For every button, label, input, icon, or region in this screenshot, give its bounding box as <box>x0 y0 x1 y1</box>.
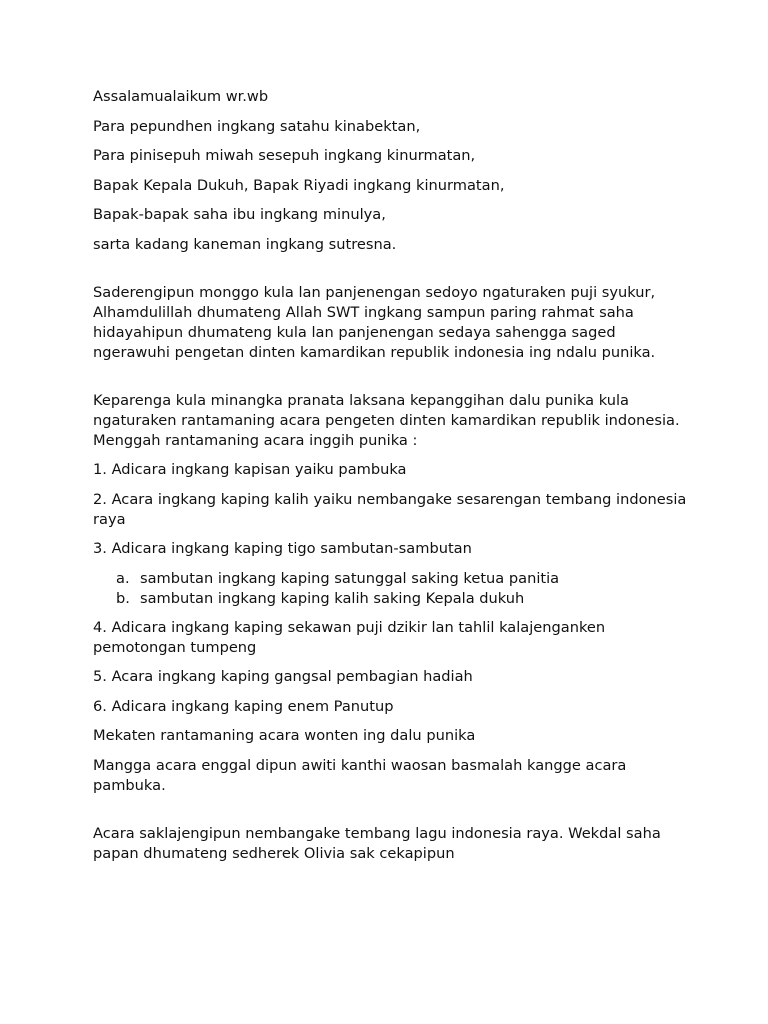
document-page <box>93 87 693 873</box>
agenda-sub-list <box>93 569 693 609</box>
agenda-sub-item <box>93 589 693 609</box>
opening-paragraph: Saderengipun monggo kula lan panjenengan sedoyo ngaturaken puji syukur, Alhamdulillah dhumateng Allah SWT ingkang sampun paring rahmat saha hidayahipun dhumateng kula lan panjenengan sedaya sahengga saged ngerawuhi pengetan dinten kamardikan republik indonesia ing ndalu punika. <box>93 283 656 361</box>
agenda-item-6: 6. Adicara ingkang kaping enem Panutup <box>93 697 394 715</box>
closing-line-1: Mekaten rantamaning acara wonten ing dalu punika <box>93 727 476 744</box>
agenda-item-3: 3. Adicara ingkang kaping tigo sambutan-sambutan <box>93 540 472 557</box>
agenda-item-2: 2. Acara ingkang kaping kalih yaiku nembangake sesarengan tembang indonesia raya <box>93 490 687 528</box>
agenda-item-5: 5. Acara ingkang kaping gangsal pembagian hadiah <box>93 668 473 685</box>
greeting-line: Bapak-bapak saha ibu ingkang minulya, <box>93 206 386 223</box>
sub-item-marker: b. <box>116 589 130 607</box>
agenda-sub-item <box>93 569 693 589</box>
agenda-item-4: 4. Adicara ingkang kaping sekawan puji dzikir lan tahlil kalajenganken pemotongan tumpeng <box>93 618 606 656</box>
greeting-line: Para pinisepuh miwah sesepuh ingkang kinurmatan, <box>93 147 476 164</box>
closing-line-2: Mangga acara enggal dipun awiti kanthi waosan basmalah kangge acara pambuka. <box>93 756 627 794</box>
sub-item-marker: a. <box>116 569 130 587</box>
greeting-line: sarta kadang kaneman ingkang sutresna. <box>93 235 397 253</box>
agenda-item-1: 1. Adicara ingkang kapisan yaiku pambuka <box>93 461 407 478</box>
intro-paragraph: Keparenga kula minangka pranata laksana kepanggihan dalu punika kula ngaturaken rantamaning acara pengeten dinten kamardikan republik indonesia. Menggah rantamaning acara inggih punika : <box>93 391 680 449</box>
greeting-line: Bapak Kepala Dukuh, Bapak Riyadi ingkang kinurmatan, <box>93 176 505 194</box>
final-paragraph: Acara saklajengipun nembangake tembang lagu indonesia raya. Wekdal saha papan dhumateng sedherek Olivia sak cekapipun <box>93 824 661 862</box>
greeting-line: Para pepundhen ingkang satahu kinabektan, <box>93 117 421 135</box>
sub-item-text: sambutan ingkang kaping kalih saking Kepala dukuh <box>140 589 525 607</box>
sub-item-text: sambutan ingkang kaping satunggal saking ketua panitia <box>140 569 560 587</box>
greeting-line: Assalamualaikum wr.wb <box>93 88 269 105</box>
